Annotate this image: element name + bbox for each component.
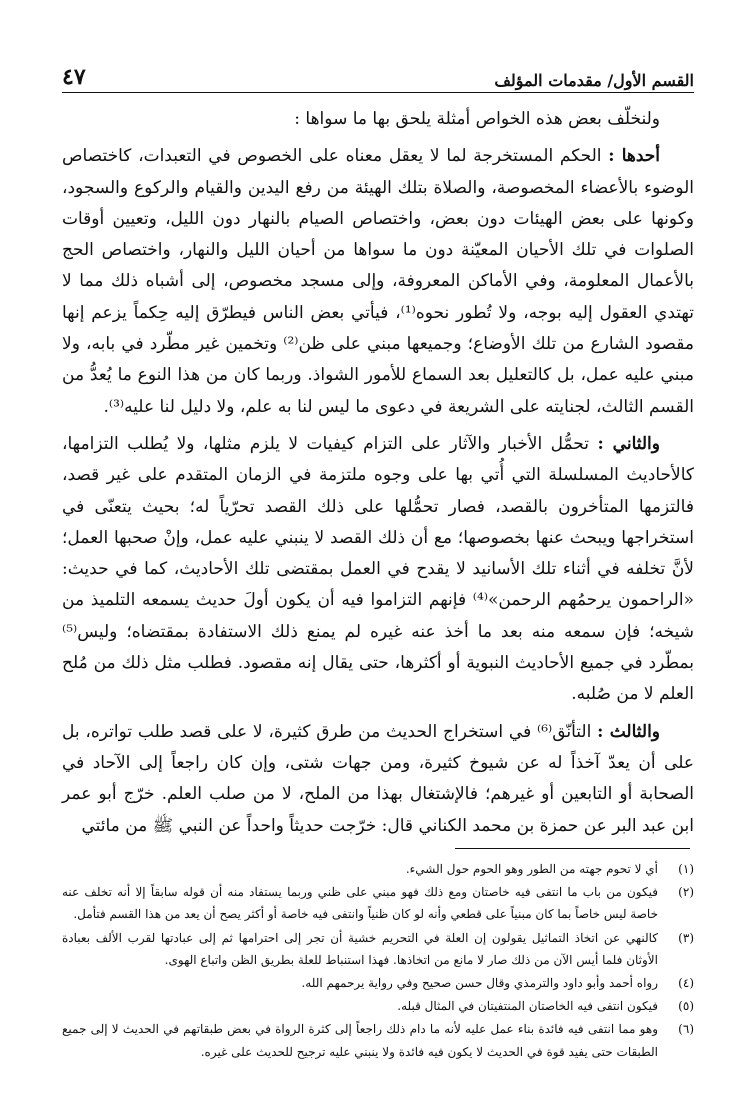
- paragraph-third: [62, 717, 694, 842]
- footnote: [62, 972, 694, 994]
- footnote: [62, 995, 694, 1017]
- footnote-number: (٥): [678, 999, 694, 1014]
- footnote-number: (٢): [678, 885, 694, 900]
- footnote: [62, 1018, 694, 1062]
- intro-paragraph: ولنخلّف بعض هذه الخواص أمثلة يلحق بها ما سواها :: [294, 109, 660, 129]
- paragraph-first: [62, 141, 694, 423]
- footnote-text: كالنهي عن اتخاذ التماثيل يقولون إن العلة في التحريم خشية أن تجر إلى احترامها ثم إلى عبادتها لقرب الألف بعبادة الأوثان فلما أيس الآن من ذلك صار لا مانع من اتخاذها. فهذا استنباط للعلة بطريق الظن واتباع الهوى.: [62, 930, 658, 967]
- paragraph-text: التأنّق⁽⁶⁾ في استخراج الحديث من طرق كثيرة، لا على قصد طلب تواتره، بل على أن يعدّ آخذاً له عن شيوخ كثيرة، ومن جهات شتى، وإن كان راجعاً إلى الآحاد في الصحابة أو التابعين أو غيرهم؛ فالإشتغال بهذا من الملح، لا من صلب العلم. خرّج أبو عمر ابن عبد البر عن حمزة بن محمد الكناني قال: خرّجت حديثاً واحداً عن النبي ﷺ من مائتي: [62, 721, 694, 836]
- footnote-text: رواه أحمد وأبو داود والترمذي وقال حسن صحيح وفي رواية يرحمهم الله.: [301, 976, 658, 991]
- paragraph-text: تحمُّل الأخبار والآثار على التزام كيفيات لا يلزم مثلها، ولا يُطلب التزامها، كالأحاديث المسلسلة التي أُتي بها على وجوه ملتزمة في الزمان المتقدم على غير قصد، فالتزمها المتأخرون بالقصد، فصار تحمُّلها على ذلك القصد تحرّياً له؛ بحيث يتعنّى في استخراجها ويبحث عنها بخصوصها؛ مع أن ذلك القصد لا ينبني عليه عمل، وإنْ صحبها العمل؛ لأنَّ تخلفه في أثناء تلك الأسانيد لا يقدح في العمل بمقتضى تلك الأحاديث، كما في حديث: «الراحمون يرحمُهم الرحمن»⁽⁴⁾ فإنهم التزاموا فيه أن يكون أولَ حديث يسمعه التلميذ من شيخه؛ فإن سمعه منه بعد ما أخذ عنه غيره لم يمنع ذلك الاستفادة بمقتضاه؛ وليس⁽⁵⁾ بمطّرد في جميع الأحاديث النبوية أو أكثرها، حتى يقال إنه مقصود. فطلب مثل ذلك من مُلح العلم لا من صُلبه.: [62, 433, 694, 705]
- footnote: [62, 927, 694, 971]
- footnote-number: (٦): [678, 1022, 694, 1037]
- footnote: [62, 881, 694, 925]
- footnote-number: (٤): [678, 976, 694, 991]
- paragraph-lead: والثالث :: [597, 721, 660, 742]
- footnote-number: (١): [678, 862, 694, 876]
- footnote: [62, 858, 694, 880]
- paragraph-second: [62, 429, 694, 711]
- footnote-text: فيكون انتفى فيه الخاصتان المنتفيتان في المثال قبله.: [397, 999, 658, 1014]
- header-rule: [62, 92, 694, 93]
- footnote-text: فيكون من باب ما انتفى فيه خاصتان ومع ذلك فهو مبني على ظني وربما يستفاد منه أن قوله سابقاً إلا أنه تخلف عنه خاصة ليس خاصاً بما كان مبنياً على قطعي وأنه لو كان ظنياً وانتفى فيه خاصة أو أكثر يصح أن يعد من هذا القسم فتأمل.: [62, 885, 658, 922]
- footnote-number: (٣): [678, 930, 694, 945]
- page-header: [62, 60, 694, 90]
- footnote-text: وهو مما انتفى فيه فائدة بناء عمل عليه لأنه ما دام ذلك راجعاً إلى كثرة الرواة في بعض طبقاتهم في الحديث لا إلى جميع الطبقات حتى يفيد قوة في الحديث لا يكون فيه فائدة ولا ينبني عليه ترجيح للحديث على غيره.: [62, 1022, 659, 1059]
- footnotes: [62, 858, 694, 1064]
- running-title: القسم الأول/ مقدمات المؤلف: [494, 71, 694, 90]
- footnote-text: أي لا تحوم جهته من الطور وهو الحوم حول الشيء.: [405, 862, 658, 876]
- footnote-separator: [455, 848, 690, 849]
- main-text: [62, 104, 694, 842]
- paragraph-lead: والثاني :: [597, 433, 660, 454]
- paragraph-lead: أحدها :: [608, 146, 660, 167]
- paragraph-text: الحكم المستخرجة لما لا يعقل معناه على الخصوص في التعبدات، كاختصاص الوضوء بالأعضاء المخصوصة، والصلاة بتلك الهيئة من رفع اليدين والقيام والركوع والسجود، وكونها على بعض الهيئات دون بعض، واختصاص الصيام بالنهار دون الليل، وتعيين أوقات الصلوات في تلك الأحيان المعيّنة دون ما سواها من أحيان الليل والنهار، واختصاص الحج بالأعمال المعلومة، وفي الأماكن المعروفة، وإلى مسجد مخصوص، إلى أشباه ذلك مما لا تهتدي العقول إليه بوجه، ولا تُطور نحوه⁽¹⁾، فيأتي بعض الناس فيطرّق إليه حِكماً يزعم إنها مقصود الشارع من تلك الأوضاع؛ وجميعها مبني على ظن⁽²⁾ وتخمين غير مطّرد في بابه، ولا مبني عليه عمل، بل كالتعليل بعد السماع للأمور الشواذ. وربما كان من هذا النوع ما يُعدُّ من القسم الثالث، لجنايته على الشريعة في دعوى ما ليس لنا به علم، ولا دليل لنا عليه⁽³⁾.: [62, 146, 694, 417]
- page-number: ٤٧: [62, 64, 86, 90]
